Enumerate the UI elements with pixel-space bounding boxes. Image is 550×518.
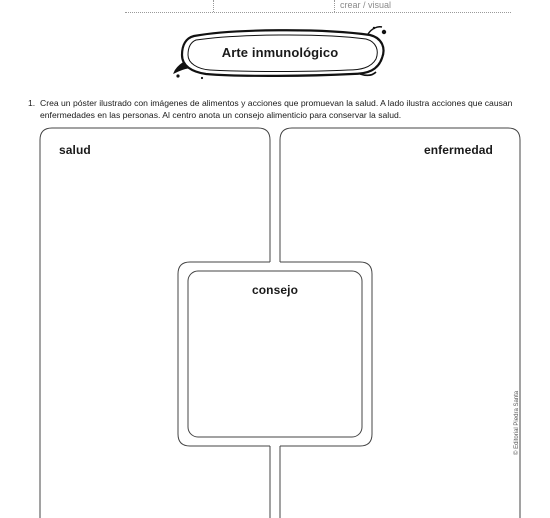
header-corner-label: crear / visual [340,0,392,10]
activity-number: 1. [28,98,36,108]
copyright-text: © Editorial Piedra Santa [514,390,520,455]
right-panel-outline [280,128,520,518]
activity-instruction-text: Crea un póster ilustrado con imágenes de alimentos y acciones que promuevan la salud. A lado ilustra acciones que causan enfermedades en las personas. Al centro anota un consejo alimenticio para conservar la salud. [40,98,513,120]
enfermedad-label: enfermedad [423,143,493,157]
left-panel-outline [40,128,270,518]
consejo-label: consejo [251,283,299,297]
salud-label: salud [59,143,91,157]
section-title: Arte inmunológico [221,45,339,60]
